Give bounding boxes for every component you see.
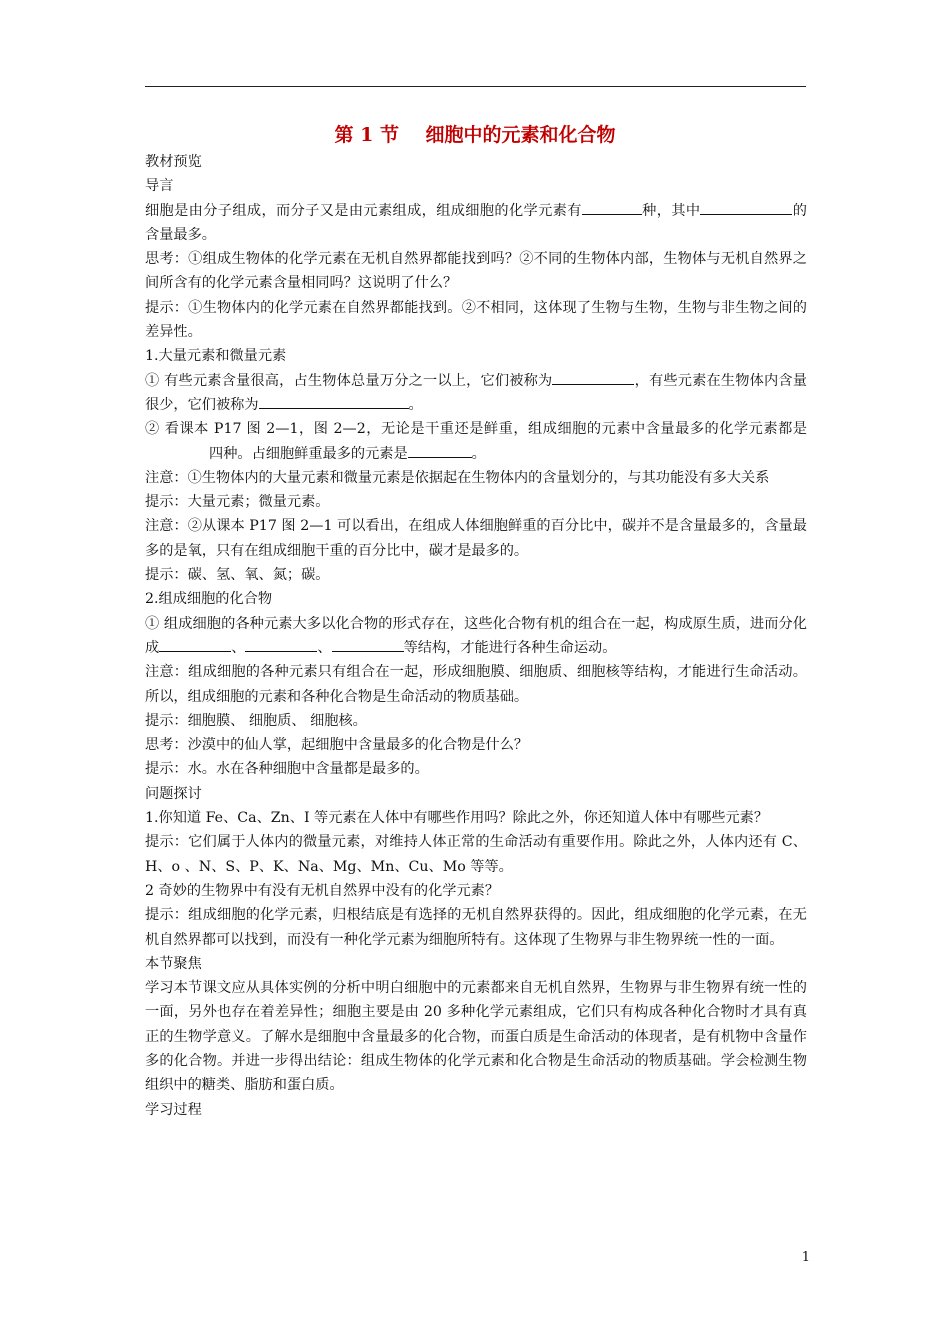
heading-process: 学习过程	[145, 1101, 202, 1118]
hint-4: 提示：细胞膜、 细胞质、 细胞核。	[145, 712, 367, 729]
header-rule	[145, 86, 806, 87]
blank-micro-element	[259, 394, 409, 409]
hint-3: 提示：碳、氢、氧、氮；碳。	[145, 567, 330, 584]
heading-problems: 问题探讨	[145, 785, 202, 802]
section-1-item-2: ② 看课本 P17 图 2—1，图 2—2，无论是干重还是鲜重，组成细胞的元素中含量最多的化学元素都是四种。占细胞鲜重最多的元素是 。	[145, 421, 807, 462]
blank-structure-2	[245, 637, 317, 652]
section-2-item-1: ① 组成细胞的各种元素大多以化合物的形式存在，这些化合物有机的组合在一起，构成原生质，进而分化成 、 、 等结构，才能进行各种生命运动。	[145, 615, 807, 656]
hint-5: 提示：水。水在各种细胞中含量都是最多的。	[145, 761, 429, 778]
note-1: 注意：①生物体内的大量元素和微量元素是依据起在生物体内的含量划分的，与其功能没有多大关系	[145, 469, 770, 486]
blank-structure-1	[159, 637, 231, 652]
page-title: 第 1 节 细胞中的元素和化合物	[334, 124, 616, 146]
blank-macro-element	[552, 369, 634, 384]
focus-paragraph: 学习本节课文应从具体实例的分析中明白细胞中的元素都来自无机自然界，生物界与非生物界有统一性的一面，另外也存在着差异性；细胞主要是由 20 多种化学元素组成，它们只有构成各种化合物时才具有真正的生物学意义。了解水是细胞中含量最多的化合物，而蛋白质是生命活动的体现者，是有机物中含量作多的化合物。并进一步得出结论：组成生物体的化学元素和化合物是生命活动的物质基础。学会检测生物组织中的糖类、脂肪和蛋白质。	[145, 980, 807, 1094]
think-2: 思考：沙漠中的仙人掌，起细胞中含量最多的化合物是什么？	[145, 737, 529, 754]
hint-2: 提示：大量元素；微量元素。	[145, 494, 330, 511]
question-1: 1.你知道 Fe、Ca、Zn、I 等元素在人体中有哪些作用吗？除此之外，你还知道人体中有哪些元素？	[145, 810, 769, 827]
heading-section-2: 2.组成细胞的化合物	[145, 591, 273, 608]
note-3: 注意：组成细胞的各种元素只有组合在一起，形成细胞膜、细胞质、细胞核等结构，才能进行生命活动。所以，组成细胞的元素和各种化合物是生命活动的物质基础。	[145, 664, 807, 705]
heading-intro: 导言	[145, 178, 174, 195]
page-number: 1	[801, 1250, 810, 1265]
heading-preview: 教材预览	[145, 154, 202, 170]
hint-1: 提示：①生物体内的化学元素在自然界都能找到。②不相同，这体现了生物与生物，生物与非生物之间的差异性。	[145, 299, 807, 341]
heading-focus: 本节聚焦	[145, 955, 202, 972]
blank-element-count	[582, 199, 642, 214]
answer-1: 提示：它们属于人体内的微量元素，对维持人体正常的生命活动有重要作用。除此之外，人体内还有 C、H、o 、N、S、P、K、Na、Mg、Mn、Cu、Mo 等等。	[145, 834, 807, 875]
heading-section-1: 1.大量元素和微量元素	[145, 348, 287, 365]
note-2: 注意：②从课本 P17 图 2—1 可以看出，在组成人体细胞鲜重的百分比中，碳并不是含量最多的，含量最多的是氧，只有在组成细胞干重的百分比中，碳才是最多的。	[145, 518, 807, 559]
answer-2: 提示：组成细胞的化学元素，归根结底是有选择的无机自然界获得的。因此，组成细胞的化学元素，在无机自然界都可以找到，而没有一种化学元素为细胞所特有。这体现了生物界与非生物界统一性的一面。	[145, 907, 807, 948]
blank-structure-3	[332, 637, 404, 652]
intro-paragraph: 细胞是由分子组成，而分子又是由元素组成，组成细胞的化学元素有 种，其中 的含量最多。	[145, 199, 807, 248]
blank-fresh-weight-element	[408, 442, 472, 457]
blank-most-element-1	[700, 199, 752, 214]
think-1: 思考：①组成生物体的化学元素在无机自然界都能找到吗？②不同的生物体内部，生物体与无机自然界之间所含有的化学元素含量相同吗？这说明了什么？	[145, 251, 807, 292]
document-body	[145, 150, 807, 1122]
question-2: 2 奇妙的生物界中有没有无机自然界中没有的化学元素？	[145, 882, 500, 899]
section-1-item-1: ① 有些元素含量很高，占生物体总量万分之一以上，它们被称为 ，有些元素在生物体内含量很少，它们被称为 。	[145, 369, 807, 418]
blank-most-element-2	[752, 199, 792, 214]
